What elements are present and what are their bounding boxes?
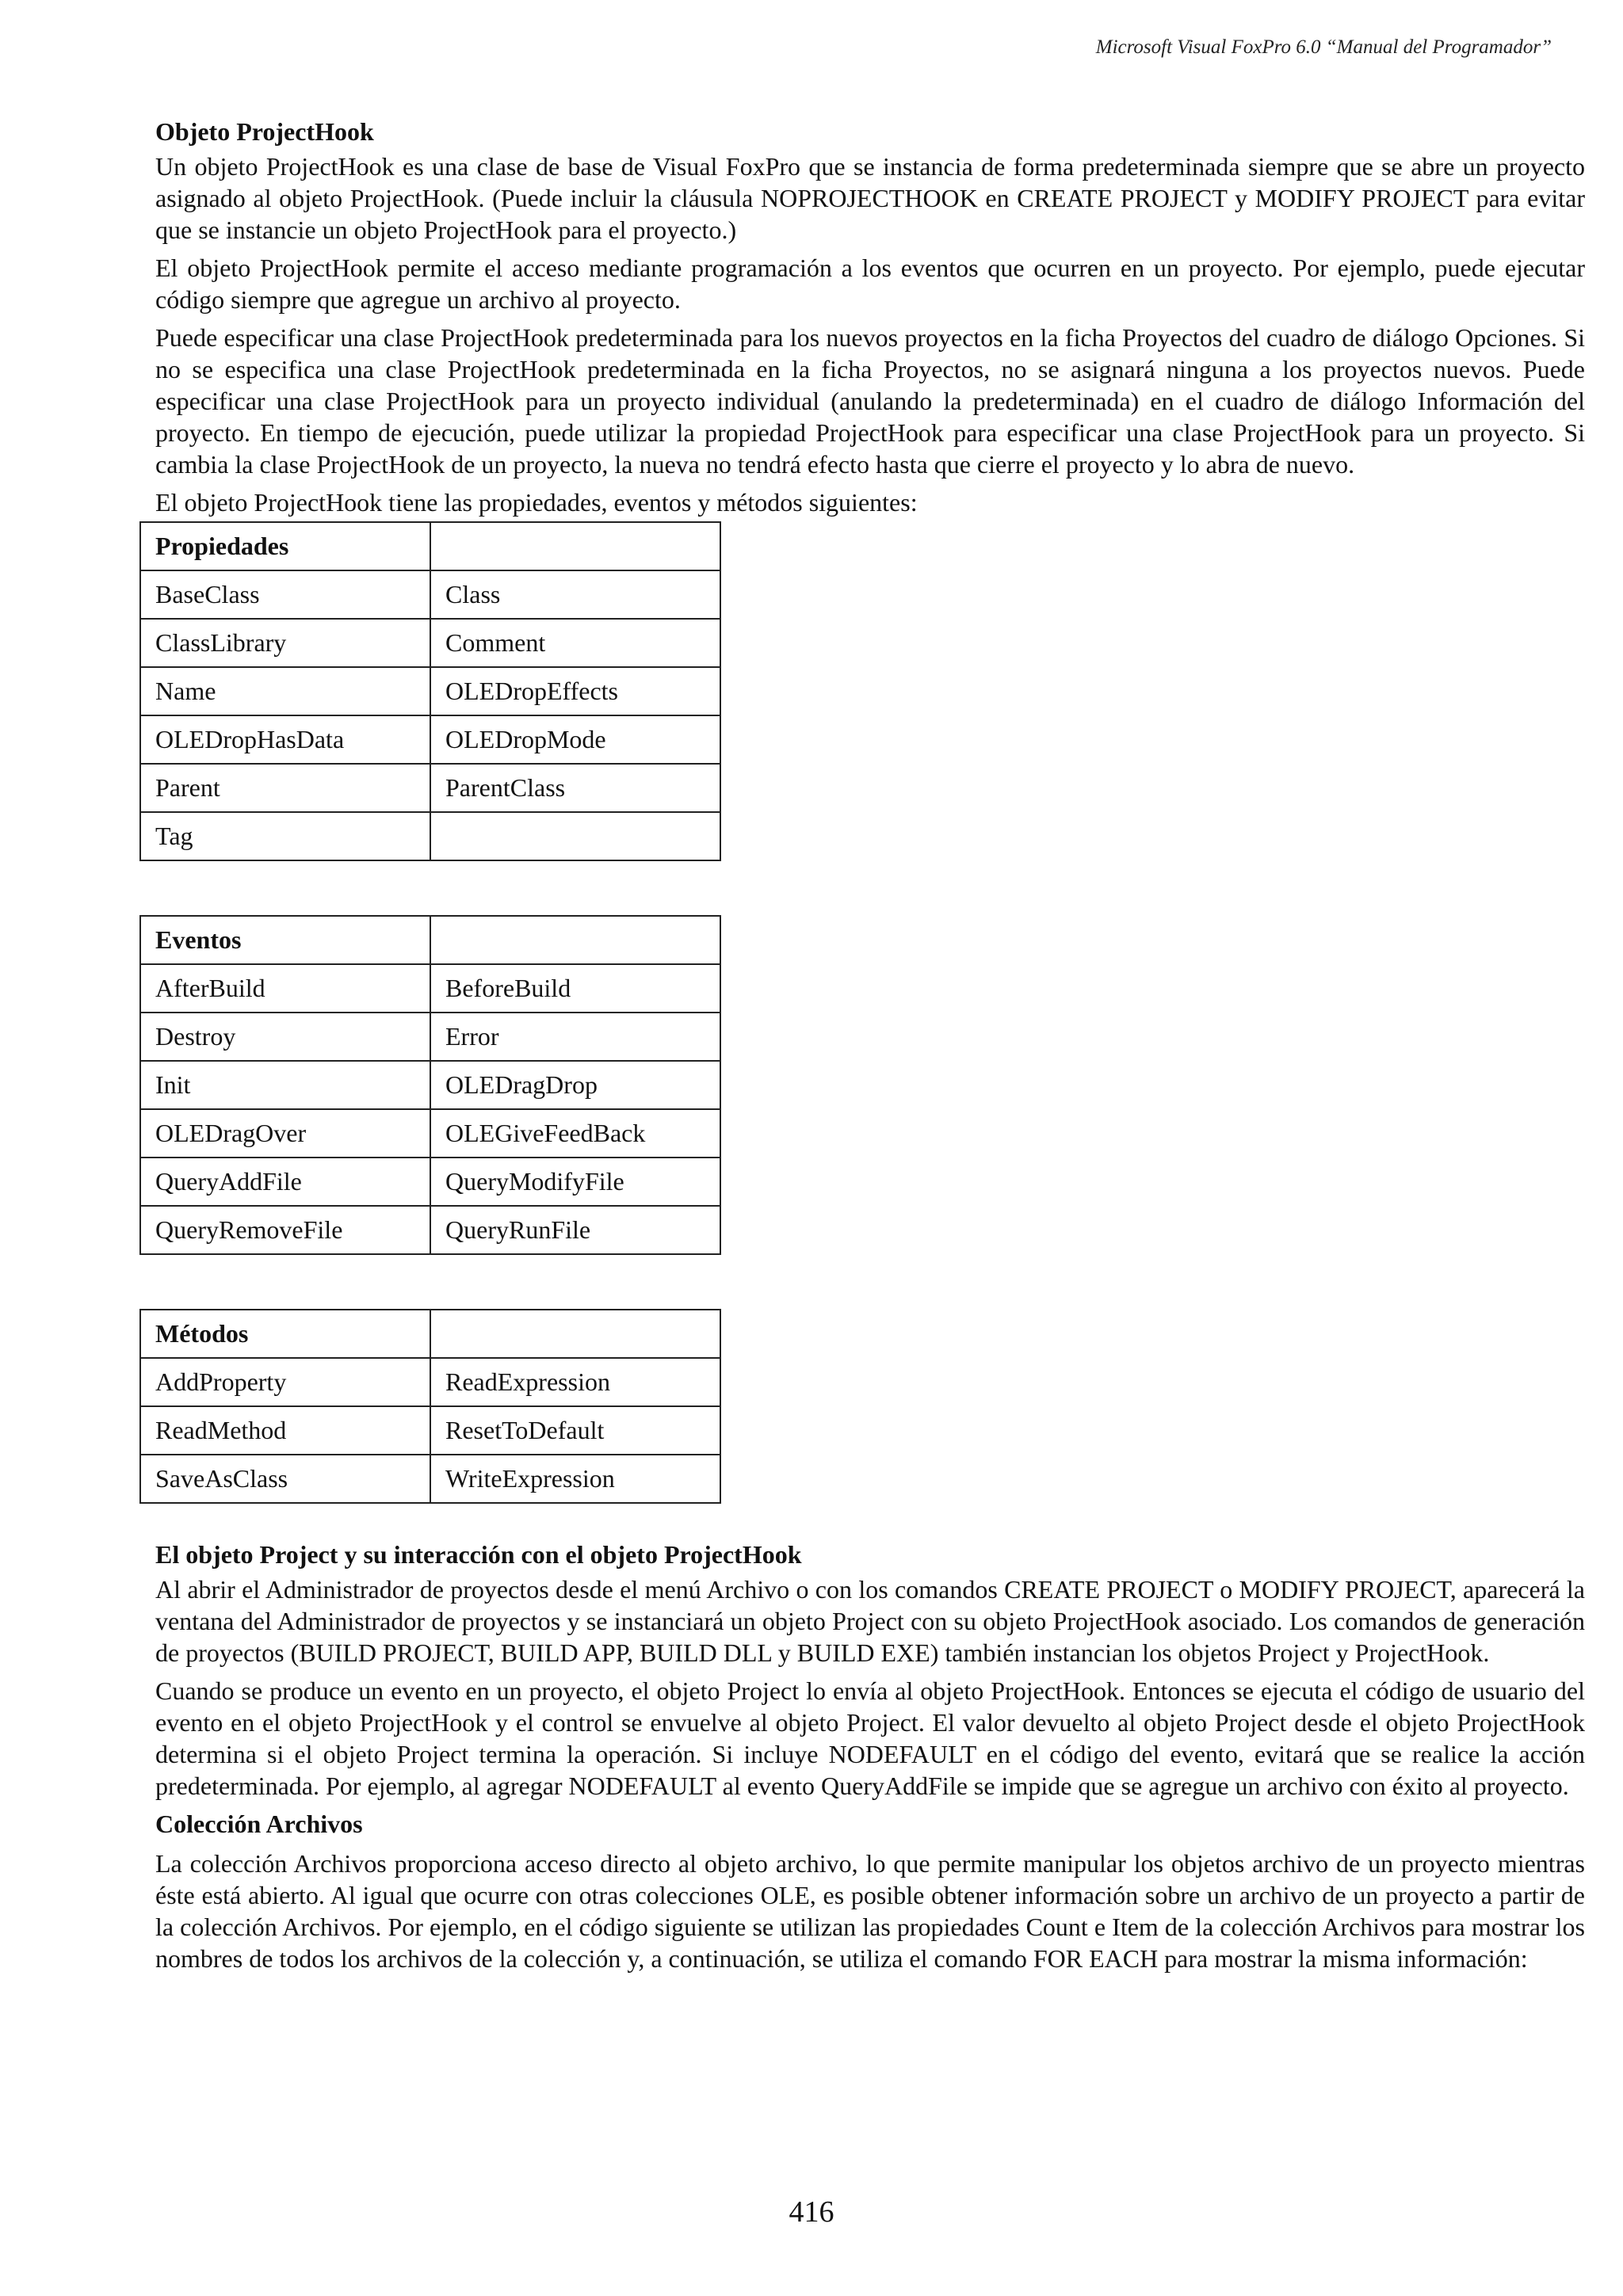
table-row: [140, 764, 720, 812]
paragraph: La colección Archivos proporciona acceso directo al objeto archivo, lo que permite manipular los objetos archivo de un proyecto mientras éste está abierto. Al igual que ocurre con otras colecciones OLE, es posible obtener información sobre un archivo de un proyecto a partir de la colección Archivos. Por ejemplo, en el código siguiente se utilizan las propiedades Count e Item de la colección Archivos para mostrar los nombres de todos los archivos de la colección y, a continuación, se utiliza el comando FOR EACH para mostrar la misma información:: [155, 1849, 1585, 1973]
table-header-row: [140, 522, 720, 570]
table-cell: ClassLibrary: [140, 619, 430, 667]
paragraph: El objeto ProjectHook tiene las propiedades, eventos y métodos siguientes:: [155, 488, 918, 517]
table-cell: Comment: [430, 619, 720, 667]
table-row: [140, 1358, 720, 1406]
properties-table: [139, 521, 721, 861]
table-cell: AddProperty: [140, 1358, 430, 1406]
table-row: [140, 619, 720, 667]
page-content: [155, 116, 1585, 1981]
table-cell: Class: [430, 570, 720, 619]
table-row: [140, 1206, 720, 1254]
paragraph: El objeto ProjectHook permite el acceso mediante programación a los eventos que ocurren en un proyecto. Por ejemplo, puede ejecutar código siempre que agregue un archivo al proyecto.: [155, 254, 1585, 314]
section-heading-project-interaction: El objeto Project y su interacción con el objeto ProjectHook: [155, 1540, 802, 1569]
table-cell: [430, 522, 720, 570]
table-cell: BaseClass: [140, 570, 430, 619]
table-cell: OLEGiveFeedBack: [430, 1109, 720, 1158]
table-cell: Parent: [140, 764, 430, 812]
table-header-row: [140, 1310, 720, 1358]
table-header-row: [140, 916, 720, 964]
table-cell: QueryAddFile: [140, 1158, 430, 1206]
table-cell: QueryRemoveFile: [140, 1206, 430, 1254]
table-cell: OLEDropMode: [430, 715, 720, 764]
paragraph: Al abrir el Administrador de proyectos desde el menú Archivo o con los comandos CREATE PROJECT o MODIFY PROJECT, aparecerá la ventana del Administrador de proyectos y se instanciará un objeto Project con su objeto ProjectHook asociado. Los comandos de generación de proyectos (BUILD PROJECT, BUILD APP, BUILD DLL y BUILD EXE) también instancian los objetos Project y ProjectHook.: [155, 1575, 1585, 1667]
table-cell: Name: [140, 667, 430, 715]
table-cell: OLEDropHasData: [140, 715, 430, 764]
table-cell: [430, 1310, 720, 1358]
methods-table: [139, 1309, 721, 1504]
section-heading-projecthook: Objeto ProjectHook: [155, 117, 374, 146]
table-cell: ResetToDefault: [430, 1406, 720, 1455]
table-row: [140, 667, 720, 715]
section-heading-coleccion-archivos: Colección Archivos: [155, 1810, 363, 1838]
table-cell: Destroy: [140, 1013, 430, 1061]
table-cell: SaveAsClass: [140, 1455, 430, 1503]
running-header: Microsoft Visual FoxPro 6.0 “Manual del Programador”: [1095, 36, 1552, 58]
table-cell: OLEDragDrop: [430, 1061, 720, 1109]
spacer: [155, 1504, 1585, 1539]
paragraph: Puede especificar una clase ProjectHook predeterminada para los nuevos proyectos en la ficha Proyectos del cuadro de diálogo Opciones. Si no se especifica una clase ProjectHook predeterminada en la ficha Proyectos, no se asignará ninguna a los proyectos nuevos. Puede especificar una clase ProjectHook para un proyecto individual (anulando la predeterminada) en el cuadro de diálogo Información del proyecto. En tiempo de ejecución, puede utilizar la propiedad ProjectHook para especificar una clase ProjectHook para un proyecto. Si cambia la clase ProjectHook de un proyecto, la nueva no tendrá efecto hasta que cierre el proyecto y lo abra de nuevo.: [155, 323, 1585, 479]
table-cell: OLEDropEffects: [430, 667, 720, 715]
paragraph: Un objeto ProjectHook es una clase de base de Visual FoxPro que se instancia de forma predeterminada siempre que se abre un proyecto asignado al objeto ProjectHook. (Puede incluir la cláusula NOPROJECTHOOK en CREATE PROJECT y MODIFY PROJECT para evitar que se instancie un objeto ProjectHook para el proyecto.): [155, 152, 1585, 244]
table-row: [140, 1455, 720, 1503]
table-header-cell: Eventos: [140, 916, 430, 964]
table-cell: ReadExpression: [430, 1358, 720, 1406]
spacer: [155, 1255, 1585, 1309]
table-row: [140, 1013, 720, 1061]
table-cell: [430, 916, 720, 964]
table-cell: ReadMethod: [140, 1406, 430, 1455]
page-number: 416: [789, 2195, 834, 2229]
table-header-cell: Propiedades: [140, 522, 430, 570]
table-row: [140, 1406, 720, 1455]
table-cell: AfterBuild: [140, 964, 430, 1013]
table-cell: QueryModifyFile: [430, 1158, 720, 1206]
events-table: [139, 915, 721, 1255]
table-header-cell: Métodos: [140, 1310, 430, 1358]
table-row: [140, 812, 720, 860]
table-row: [140, 964, 720, 1013]
table-cell: ParentClass: [430, 764, 720, 812]
table-row: [140, 1109, 720, 1158]
table-cell: BeforeBuild: [430, 964, 720, 1013]
table-row: [140, 1158, 720, 1206]
spacer: [155, 861, 1585, 915]
paragraph: Cuando se produce un evento en un proyecto, el objeto Project lo envía al objeto ProjectHook. Entonces se ejecuta el código de usuario del evento en el objeto ProjectHook y el control se envuelve al objeto Project. El valor devuelto al objeto Project desde el objeto ProjectHook determina si el objeto Project termina la operación. Si incluye NODEFAULT en el código del evento, evitará que se realice la acción predeterminada. Por ejemplo, al agregar NODEFAULT al evento QueryAddFile se impide que se agregue un archivo con éxito al proyecto.: [155, 1676, 1585, 1800]
table-row: [140, 715, 720, 764]
table-cell: [430, 812, 720, 860]
table-cell: Tag: [140, 812, 430, 860]
table-cell: Error: [430, 1013, 720, 1061]
table-row: [140, 570, 720, 619]
table-cell: QueryRunFile: [430, 1206, 720, 1254]
table-cell: OLEDragOver: [140, 1109, 430, 1158]
table-cell: WriteExpression: [430, 1455, 720, 1503]
table-cell: Init: [140, 1061, 430, 1109]
table-row: [140, 1061, 720, 1109]
